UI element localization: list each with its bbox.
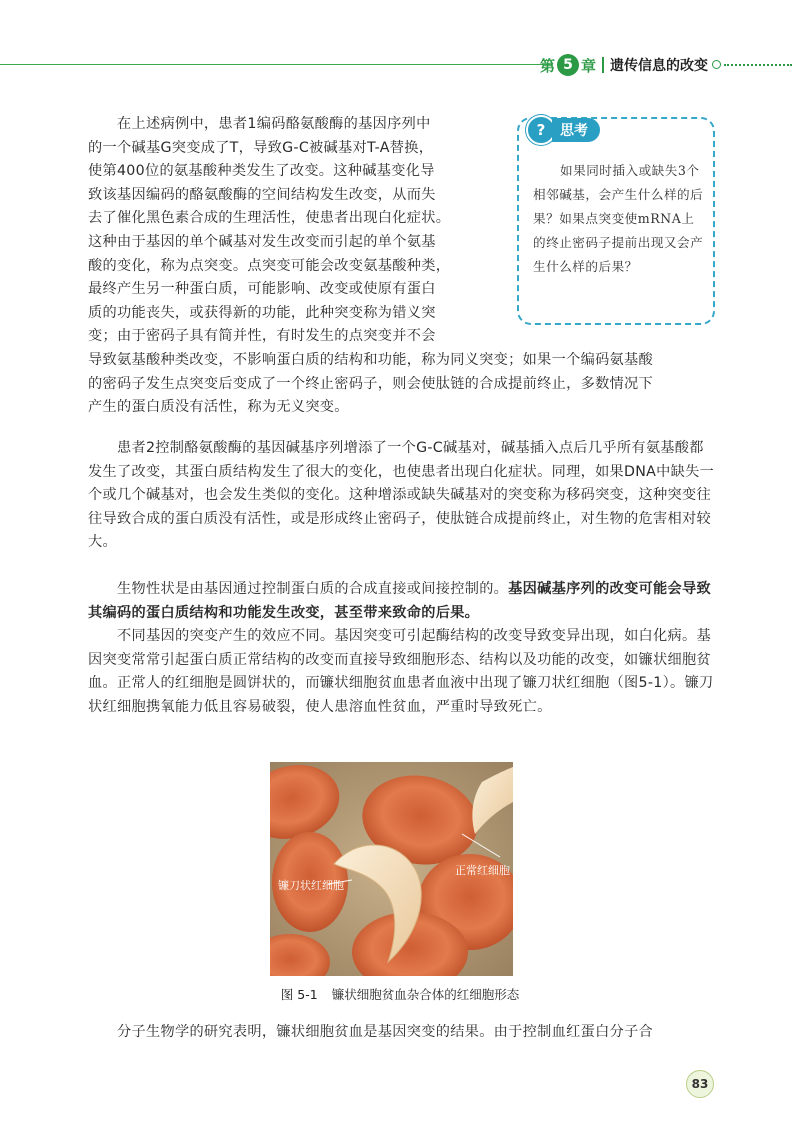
page-number: 83 — [686, 1070, 714, 1098]
dotted-line — [724, 64, 792, 66]
figure-caption — [0, 985, 800, 1003]
label-normal-cell: 正常红细胞 — [455, 864, 510, 877]
paragraph-molecular — [88, 1021, 728, 1045]
text-line: 这种由于基因的单个碱基对发生改变而引起的单个氨基 — [88, 233, 436, 250]
text-line: 致该基因编码的酪氨酸酶的空间结构发生改变，从而失 — [88, 186, 436, 203]
ring-icon — [712, 60, 721, 69]
text-line: 导致氨基酸种类改变，不影响蛋白质的结构和功能，称为同义突变；如果一个编码氨基酸 — [88, 351, 654, 368]
think-box — [517, 117, 715, 325]
figure-red-blood-cells — [270, 762, 513, 976]
text-line: 变；由于密码子具有简并性，有时发生的点突变并不会 — [88, 328, 436, 345]
summary-normal-text: 生物性状是由基因通过控制蛋白质的合成直接或间接控制的。 — [117, 581, 509, 597]
text-line: 的密码子发生点突变后变成了一个终止密码子，则会使肽链的合成提前终止，多数情况下 — [88, 375, 654, 392]
think-box-text: 如果同时插入或缺失3个相邻碱基，会产生什么样的后果？如果点突变使mRNA上的终止密码子提前出现又会产生什么样的后果？ — [533, 163, 704, 274]
text-line: 产生的蛋白质没有活性，称为无义突变。 — [88, 399, 349, 416]
paragraph-summary — [88, 578, 718, 625]
text-line: 酸的变化，称为点突变。点突变可能会改变氨基酸种类， — [88, 257, 451, 274]
header-rule — [0, 64, 552, 65]
chapter-title: 遗传信息的改变 — [610, 58, 708, 74]
paragraph-text — [88, 578, 718, 625]
chapter-number-badge: 5 — [557, 54, 579, 76]
text-line: 最终产生另一种蛋白质，可能影响、改变或使原有蛋白 — [88, 281, 436, 298]
think-box-title: 思考 — [552, 118, 600, 142]
summary-bold-text: 基因碱基序列的改变可能会导致其编码的蛋白质结构和功能发生改变，甚至带来致命的后果。 — [88, 581, 711, 621]
red-blood-cell-micrograph — [270, 762, 513, 976]
chapter-separator — [602, 57, 604, 73]
caption-text: 镰状细胞贫血杂合体的红细胞形态 — [331, 987, 520, 1002]
chapter-suffix: 章 — [580, 56, 596, 75]
label-sickle-cell: 镰刀状红细胞 — [278, 879, 344, 892]
question-head-icon: ? — [526, 115, 556, 145]
paragraph-text: 分子生物学的研究表明，镰状细胞贫血是基因突变的结果。由于控制血红蛋白分子合 — [117, 1024, 654, 1040]
text-line: 去了催化黑色素合成的生理活性，使患者出现白化症状。 — [88, 210, 451, 227]
caption-number: 图 5-1 — [280, 987, 318, 1002]
chapter-prefix: 第 — [539, 56, 555, 75]
text-line: 使第400位的氨基酸种类发生了改变。这种碱基变化导 — [88, 163, 435, 180]
paragraph-sickle-cell — [88, 625, 718, 719]
paragraph-text: 不同基因的突变产生的效应不同。基因突变可引起酶结构的改变导致变异出现，如白化病。基因突变常常引起蛋白质正常结构的改变而直接导致细胞形态、结构以及功能的改变，如镰状细胞贫血。正常人的红细胞是圆饼状的，而镰状细胞贫血患者血液中出现了镰刀状红细胞（图5-1）。镰刀状红细胞携氧能力低且容易破裂，使人患溶血性贫血，严重时导致死亡。 — [88, 628, 714, 715]
think-box-header — [526, 115, 600, 145]
page-header — [0, 52, 800, 78]
text-line: 的一个碱基G突变成了T，导致G-C被碱基对T-A替换， — [88, 139, 434, 156]
chapter-heading — [540, 52, 708, 78]
paragraph-text: 患者2控制酪氨酸酶的基因碱基序列增添了一个G-C碱基对，碱基插入点后几乎所有氨基酸都发生了改变，其蛋白质结构发生了很大的变化，也使患者出现白化症状。同理，如果DNA中缺失一个或几个碱基对，也会发生类似的变化。这种增添或缺失碱基对的突变称为移码突变，这种突变往往导致合成的蛋白质没有活性，或是形成终止密码子，使肽链合成提前终止，对生物的危害相对较大。 — [88, 440, 715, 551]
text-line: 在上述病例中，患者1编码酪氨酸酶的基因序列中 — [117, 116, 431, 132]
text-line: 质的功能丧失，或获得新的功能，此种突变称为错义突 — [88, 304, 436, 321]
paragraph-frameshift — [88, 437, 718, 555]
header-dots-decoration — [712, 58, 792, 72]
